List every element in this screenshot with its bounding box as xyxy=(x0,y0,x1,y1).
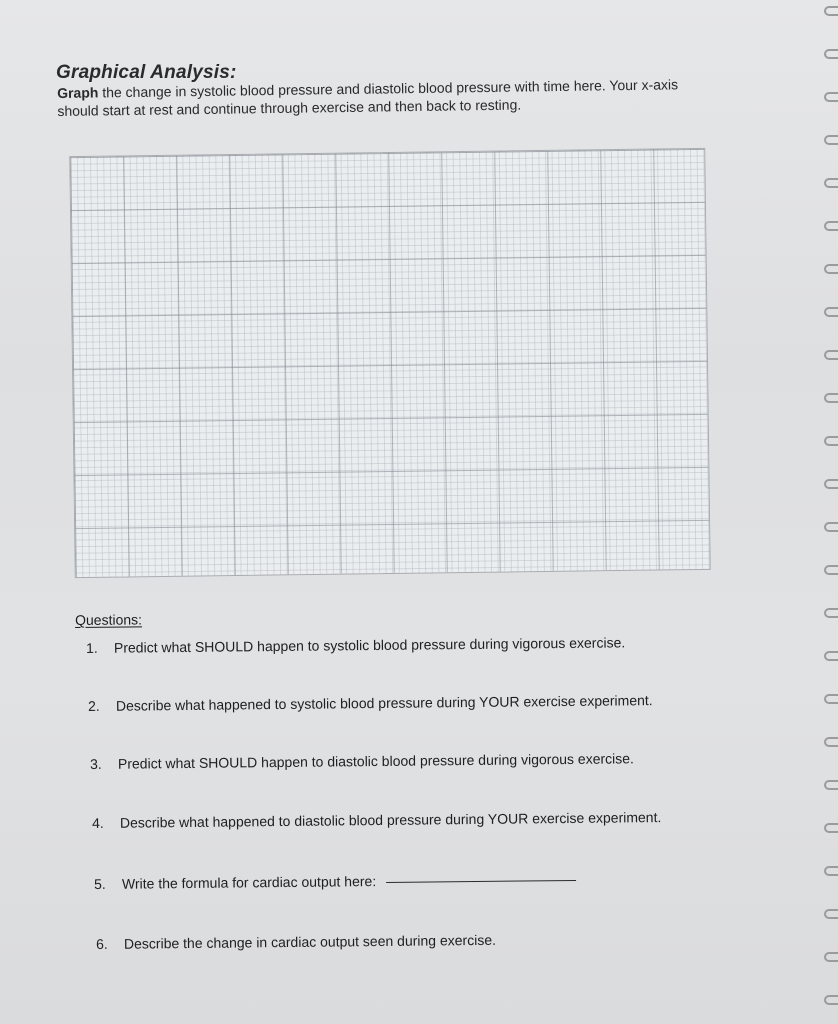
question-1 xyxy=(86,634,625,656)
binding-coil xyxy=(824,522,838,532)
binding-coil xyxy=(824,651,838,661)
binding-coil xyxy=(824,823,838,833)
binding-coil xyxy=(824,995,838,1005)
question-1-number: 1. xyxy=(86,639,98,656)
question-5-number: 5. xyxy=(94,875,106,892)
binding-coil xyxy=(824,221,838,231)
question-3-number: 3. xyxy=(90,755,102,772)
binding-coil xyxy=(824,565,838,575)
binding-coil xyxy=(824,780,838,790)
binding-coil xyxy=(824,307,838,317)
question-2-number: 2. xyxy=(88,697,100,714)
binding-coil xyxy=(824,479,838,489)
question-6-text: Describe the change in cardiac output seen during exercise. xyxy=(123,931,497,952)
binding-coil xyxy=(824,6,838,16)
question-2 xyxy=(88,692,653,714)
question-5-text: Write the formula for cardiac output here: xyxy=(121,873,377,892)
binding-coil xyxy=(824,49,838,59)
binding-coil xyxy=(824,178,838,188)
graph-instruction-emphasis: Graph xyxy=(57,84,99,101)
question-4-text: Describe what happened to diastolic blood pressure during YOUR exercise experiment. xyxy=(119,809,662,831)
binding-coil xyxy=(824,436,838,446)
graph-instruction-text: the change in systolic blood pressure and diastolic blood pressure with time here. Your x-axis should start at rest and continue through exercise and then back to resting. xyxy=(57,76,679,119)
spiral-binding xyxy=(818,0,838,1024)
binding-coil xyxy=(824,264,838,274)
questions-heading: Questions: xyxy=(75,611,143,628)
question-6-number: 6. xyxy=(96,935,108,952)
question-4-number: 4. xyxy=(92,814,104,831)
graph-area[interactable] xyxy=(69,148,710,578)
binding-coil xyxy=(824,737,838,747)
binding-coil xyxy=(824,135,838,145)
question-2-text: Describe what happened to systolic blood pressure during YOUR exercise experiment. xyxy=(115,692,653,714)
binding-coil xyxy=(824,608,838,618)
question-4 xyxy=(92,809,661,831)
binding-coil xyxy=(824,92,838,102)
graphical-analysis-heading: Graphical Analysis: xyxy=(56,62,237,83)
graph-paper-grid[interactable] xyxy=(69,148,710,578)
binding-coil xyxy=(824,694,838,704)
binding-coil xyxy=(824,393,838,403)
question-3-text: Predict what SHOULD happen to diastolic blood pressure during vigorous exercise. xyxy=(117,750,634,772)
question-6 xyxy=(96,932,496,952)
cardiac-output-answer-line[interactable] xyxy=(386,880,576,883)
question-1-text: Predict what SHOULD happen to systolic blood pressure during vigorous exercise. xyxy=(113,634,626,656)
binding-coil xyxy=(824,866,838,876)
binding-coil xyxy=(824,952,838,962)
binding-coil xyxy=(824,909,838,919)
binding-coil xyxy=(824,350,838,360)
question-3 xyxy=(90,750,634,772)
graph-instructions xyxy=(57,75,707,120)
question-5 xyxy=(94,871,576,892)
